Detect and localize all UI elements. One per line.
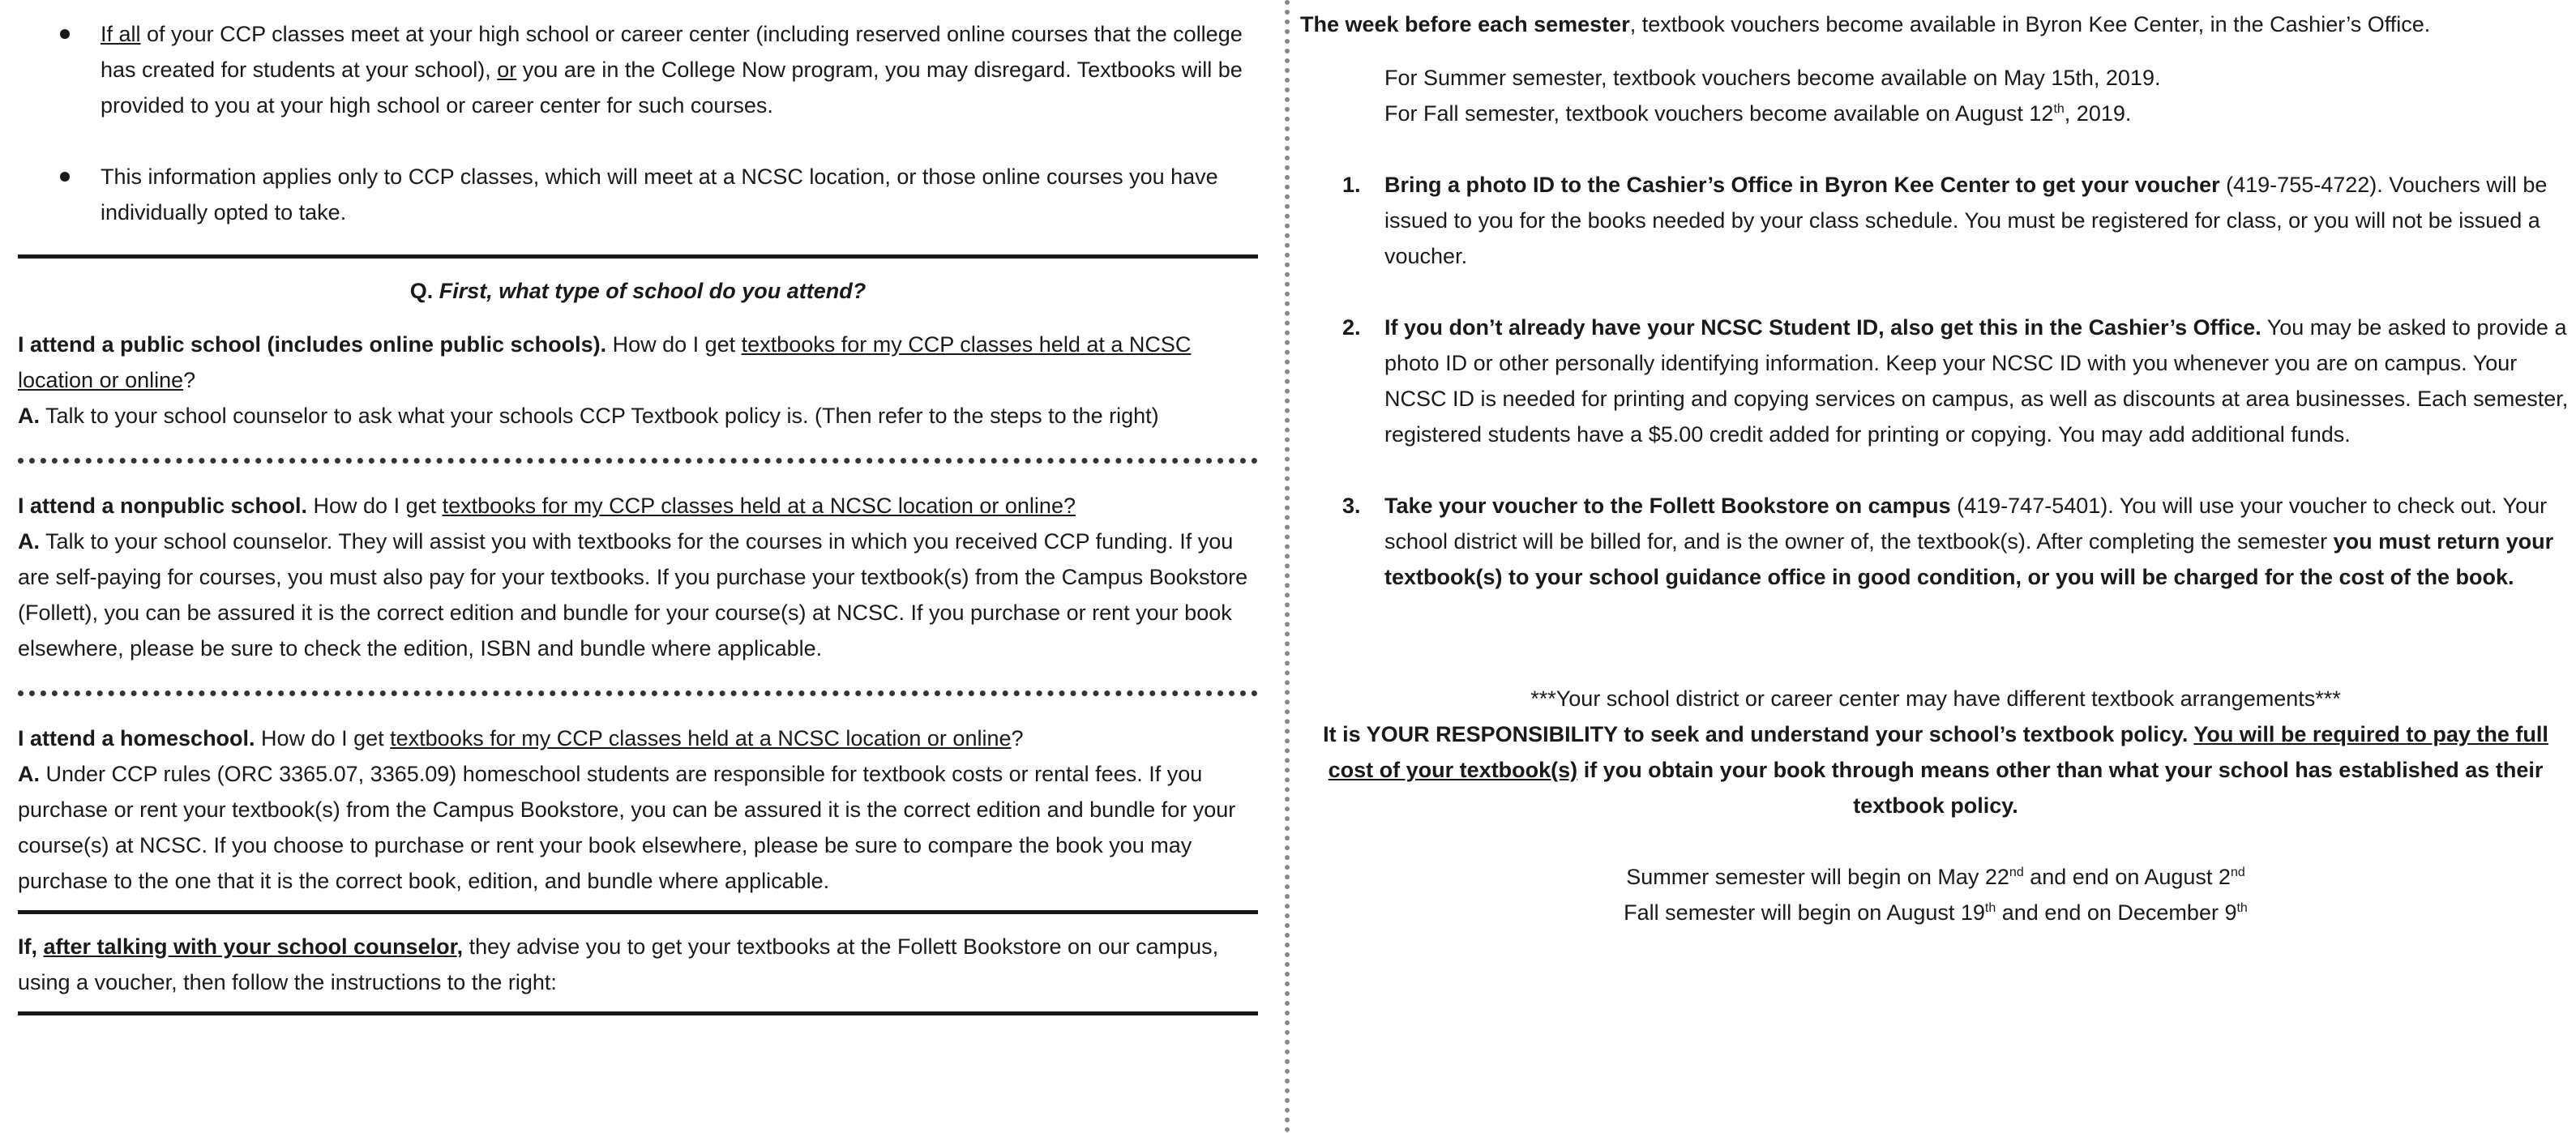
fall-availability [1300, 96, 2571, 131]
question-text: First, what type of school do you attend? [433, 279, 867, 303]
answer-label: A. [18, 762, 40, 786]
intro-text: , textbook vouchers become available in Byron Kee Center, in the Cashier’s Office. [1629, 12, 2431, 36]
ordinal-sup: th [1984, 901, 1996, 915]
summer-dates-text: Summer semester will begin on May 22 [1626, 865, 2009, 889]
divider-dotted [18, 690, 1258, 696]
nonpublic-answer: Talk to your school counselor. They will assist you with textbooks for the courses in which you received CCP funding. If you are self-paying for courses, you must also pay for your textbooks. If you purchase your textbook(s) from the Campus Bookstore (Follett), you can be assured it is the correct edition and bundle for your course(s) at NCSC. If you purchase or rent your book elsewhere, please be sure to check the edition, ISBN and bundle where applicable. [18, 529, 1248, 661]
public-ask: How do I get [606, 332, 742, 357]
bullet-text: or [497, 58, 517, 82]
summer-dates-end: and end on August 2 [2023, 865, 2231, 889]
bullet-disregard [18, 16, 1258, 123]
divider-solid [18, 254, 1258, 259]
responsibility-notice [1300, 716, 2571, 823]
bullet-dot [60, 29, 70, 39]
nonpublic-lead: I attend a nonpublic school. [18, 494, 308, 518]
step-number: 1. [1342, 173, 1361, 197]
step-3 [1300, 488, 2571, 595]
step-1 [1300, 167, 2571, 274]
ifafter-comma: , [456, 934, 464, 959]
step-bold: Take your voucher to the Follett Bookstore on campus [1384, 494, 1951, 518]
fall-dates-end: and end on December 9 [1996, 900, 2237, 925]
answer-label: A. [18, 529, 40, 554]
homeschool-answer: Under CCP rules (ORC 3365.07, 3365.09) homeschool students are responsible for textbook costs or rental fees. If you purchase or rent your textbook(s) from the Campus Bookstore, you can be assured it is the correct edition and bundle for your course(s) at NCSC. If you choose to purchase or rent your book elsewhere, please be sure to compare the book you may purchase to the one that it is the correct book, edition, and bundle where applicable. [18, 762, 1236, 893]
step-bold: Bring a photo ID to the Cashier’s Office in Byron Kee Center to get your voucher [1384, 173, 2220, 197]
homeschool-lead: I attend a homeschool. [18, 726, 255, 750]
step-text: (419-747-5401). You will use your voucher to check out. Your school district will be billed for, and is the owner of, the textbook(s). After completing the semester [1384, 494, 2548, 554]
nonpublic-ask: How do I get [307, 494, 443, 518]
fall-avail-sup: th [2053, 102, 2065, 116]
step-bold-warning: you must return your textbook(s) to your school guidance office in good condition, or you will be charged for the cost of the book. [1384, 529, 2554, 589]
public-answer: Talk to your school counselor to ask what your schools CCP Textbook policy is. (Then refer to the steps to the right) [40, 404, 1159, 428]
step-text: (419-755-4722). Vouchers will be issued to you for the books needed by your class schedule. You must be registered for class, or you will not be issued a voucher. [1384, 173, 2548, 268]
public-link-text: textbooks for my CCP classes held at a NCSC location or online [18, 332, 1192, 392]
section-nonpublic-school [18, 488, 1258, 666]
intro-bullets [18, 16, 1258, 230]
section-if-after [18, 929, 1258, 1000]
public-lead: I attend a public school (includes online public schools). [18, 332, 607, 357]
step-2 [1300, 310, 2571, 452]
bullet-text: This information applies only to CCP classes, which will meet at a NCSC location, or those online courses you have individually opted to take. [101, 165, 1218, 224]
bullet-text: you are in the College Now program, you may disregard. Textbooks will be provided to you at your high school or career center for such courses. [101, 58, 1243, 118]
notice-line: ***Your school district or career center may have different textbook arrangements*** [1530, 686, 2341, 711]
fall-avail-year: , 2019. [2064, 101, 2132, 126]
homeschool-ask: How do I get [255, 726, 391, 750]
step-number: 3. [1342, 494, 1361, 518]
step-number: 2. [1342, 315, 1361, 340]
ordinal-sup: nd [2009, 866, 2024, 879]
ordinal-sup: nd [2230, 866, 2245, 879]
question-prefix: Q. [409, 279, 434, 303]
fall-avail-text: For Fall semester, textbook vouchers become available on August 12 [1384, 101, 2054, 126]
voucher-steps [1300, 167, 2571, 595]
intro-bold: The week before each semester [1300, 12, 1630, 36]
column-divider [1285, 0, 1290, 1133]
question-heading [18, 273, 1258, 309]
ifafter-text: they advise you to get your textbooks at the Follett Bookstore on our campus, using a voucher, then follow the instructions to the right: [18, 934, 1219, 994]
bullet-text: If all [101, 22, 141, 46]
step-bold: If you don’t already have your NCSC Student ID, also get this in the Cashier’s Office. [1384, 315, 2261, 340]
divider-solid [18, 1011, 1258, 1015]
ifafter-underlined: after talking with your school counselor [43, 934, 457, 959]
responsibility-text-end: if you obtain your book through means other than what your school has established as their textbook policy. [1577, 758, 2544, 818]
step-text: You may be asked to provide a photo ID or other personally identifying information. Keep your NCSC ID with you whenever you are on campus. Your NCSC ID is needed for printing and copying services on campus, as well as discounts at area businesses. Each semester, registered students have a $5.00 credit added for printing or copying. You may add additional funds. [1384, 315, 2569, 447]
section-homeschool [18, 720, 1258, 899]
fall-dates [1300, 895, 2571, 930]
answer-label: A. [18, 404, 40, 428]
responsibility-text: It is YOUR RESPONSIBILITY to seek and understand your school’s textbook policy. [1323, 722, 2194, 746]
summer-availability: For Summer semester, textbook vouchers become available on May 15th, 2019. [1384, 66, 2161, 90]
bullet-applies [18, 159, 1258, 230]
ifafter-lead: If, [18, 934, 37, 959]
fall-dates-text: Fall semester will begin on August 19 [1624, 900, 1985, 925]
homeschool-link-text: textbooks for my CCP classes held at a NCSC location or online [390, 726, 1012, 750]
section-public-school [18, 327, 1258, 434]
right-column [1300, 0, 2571, 930]
bullet-dot [60, 172, 70, 182]
divider-dotted [18, 458, 1258, 464]
nonpublic-link-text: textbooks for my CCP classes held at a NCSC location or online? [442, 494, 1076, 518]
ordinal-sup: th [2236, 901, 2248, 915]
public-q: ? [183, 368, 196, 392]
responsibility-underlined: You will be required to pay the full cost of your textbook(s) [1328, 722, 2548, 782]
left-column [18, 0, 1258, 1015]
intro-paragraph [1300, 6, 2571, 42]
bullet-text: of your CCP classes meet at your high school or career center (including reserved online courses that the college has created for students at your school), [101, 22, 1243, 82]
summer-dates [1300, 859, 2571, 895]
homeschool-q: ? [1011, 726, 1024, 750]
